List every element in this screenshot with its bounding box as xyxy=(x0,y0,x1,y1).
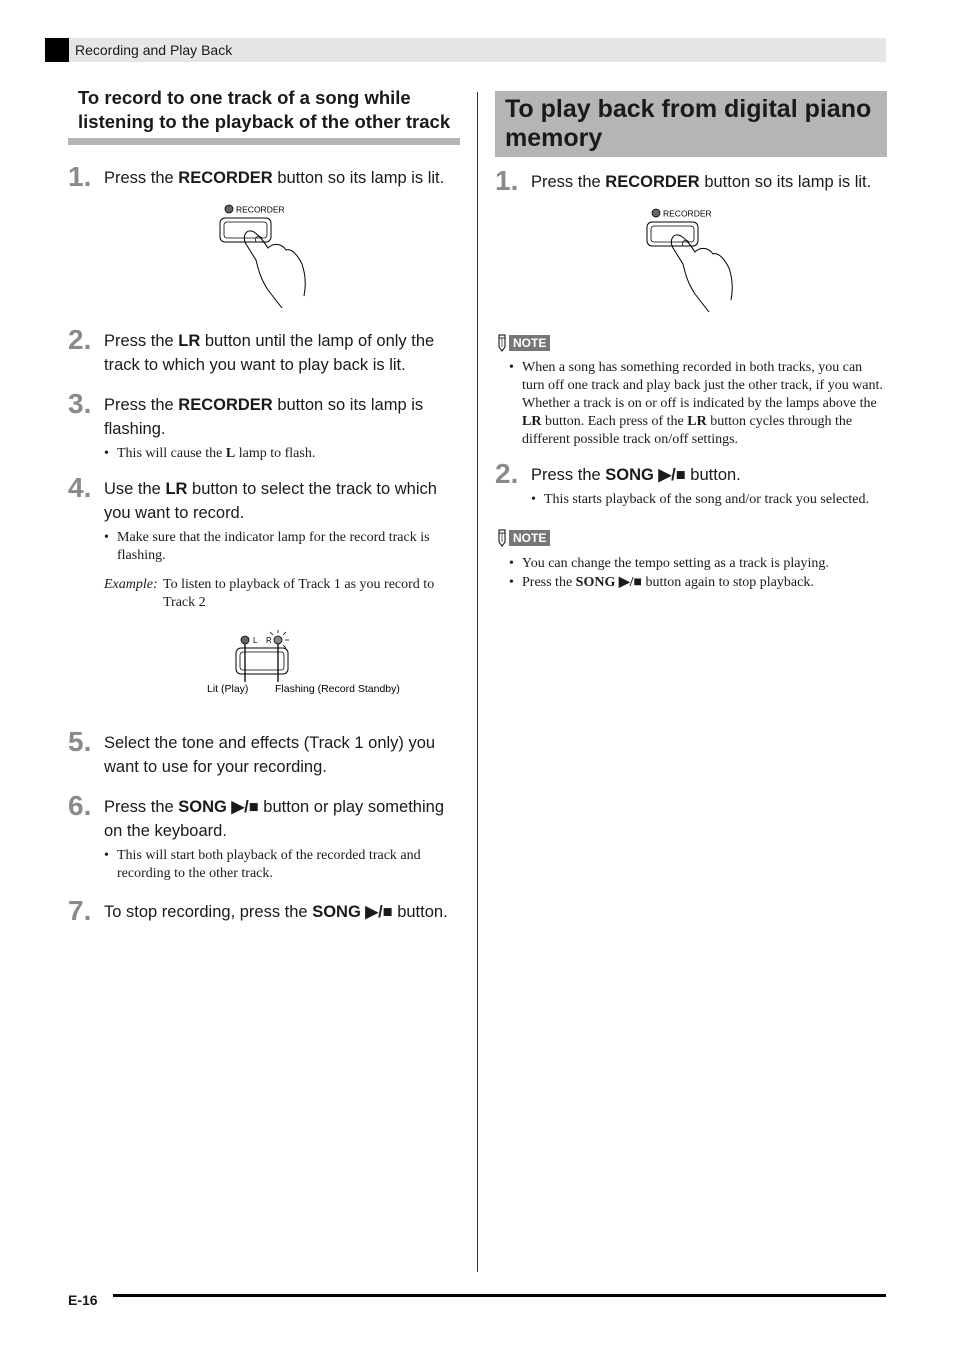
pencil-icon xyxy=(495,334,509,352)
note-2-item-1: • You can change the tempo setting as a track is playing. xyxy=(509,555,887,573)
left-step-1: 1. Press the RECORDER button so its lamp is lit. xyxy=(68,161,445,192)
lamp-r-label: R xyxy=(266,636,272,645)
note-2-item-2: • Press the SONG ▶/■ button again to stop playback. xyxy=(509,574,887,592)
running-header xyxy=(45,38,886,62)
step-4-note: • Make sure that the indicator lamp for the record track is flashing. xyxy=(104,529,460,565)
note-1-text: • When a song has something recorded in both tracks, you can turn off one track and play back just the other track, if you want. Whether a track is on or off is indicated by the lamps above the LR button. Each press of the LR button cycles through the different possible track on/off settings. xyxy=(509,359,887,449)
note-label: NOTE xyxy=(509,335,550,351)
recorder-button-illustration-2 xyxy=(495,202,887,312)
step-3-note: • This will cause the L lamp to flash. xyxy=(104,445,460,463)
recorder-label: RECORDER xyxy=(236,204,285,215)
left-step-3: 3. Press the RECORDER button so its lamp is flashing. • This will cause the L lamp to flash. xyxy=(68,393,460,463)
note-badge-2 xyxy=(495,529,550,547)
caption-lit: Lit (Play) xyxy=(207,683,249,695)
recorder-label-2: RECORDER xyxy=(663,208,712,219)
step-6-note: • This will start both playback of the recorded track and recording to the other track. xyxy=(104,847,460,883)
recorder-button-illustration xyxy=(68,198,460,308)
note-label: NOTE xyxy=(509,530,550,546)
right-step-2-note: • This starts playback of the song and/or track you selected. xyxy=(531,491,887,509)
footer-rule xyxy=(113,1294,886,1297)
left-column xyxy=(68,86,460,924)
left-step-7: 7. To stop recording, press the SONG ▶/■ button. xyxy=(68,895,448,926)
header-marker xyxy=(45,38,69,62)
right-column xyxy=(495,91,887,592)
page-number: E-16 xyxy=(68,1292,98,1308)
lr-lamp-illustration xyxy=(68,628,460,700)
example-block: Example: To listen to playback of Track 1 as you record to Track 2 xyxy=(104,577,435,610)
left-step-2: 2. Press the LR button until the lamp of only the track to which you want to play back is lit. xyxy=(68,324,435,374)
note-badge-1 xyxy=(495,334,550,352)
column-divider xyxy=(477,92,478,1272)
right-step-2: 2. Press the SONG ▶/■ button. • This starts playback of the song and/or track you selected. xyxy=(495,463,887,509)
right-heading: To play back from digital piano memory xyxy=(495,91,887,157)
left-step-4: 4. Use the LR button to select the track to which you want to record. • Make sure that the indicator lamp for the record track is flashing. Example: To listen to playback of Track 1 as you record to Track 2 xyxy=(68,477,460,612)
left-step-6: 6. Press the SONG ▶/■ button or play something on the keyboard. • This will start both playback of the recorded track and recording to the other track. xyxy=(68,795,460,883)
section-title: Recording and Play Back xyxy=(75,42,233,58)
left-step-5: 5. Select the tone and effects (Track 1 only) you want to use for your recording. xyxy=(68,726,436,776)
pencil-icon xyxy=(495,529,509,547)
caption-flashing: Flashing (Record Standby) xyxy=(275,683,400,695)
right-step-1: 1. Press the RECORDER button so its lamp is lit. xyxy=(495,165,872,196)
left-heading: To record to one track of a song while listening to the playback of the other track xyxy=(68,86,460,145)
step-number: 1. xyxy=(68,161,92,192)
lamp-l-label: L xyxy=(253,636,258,645)
